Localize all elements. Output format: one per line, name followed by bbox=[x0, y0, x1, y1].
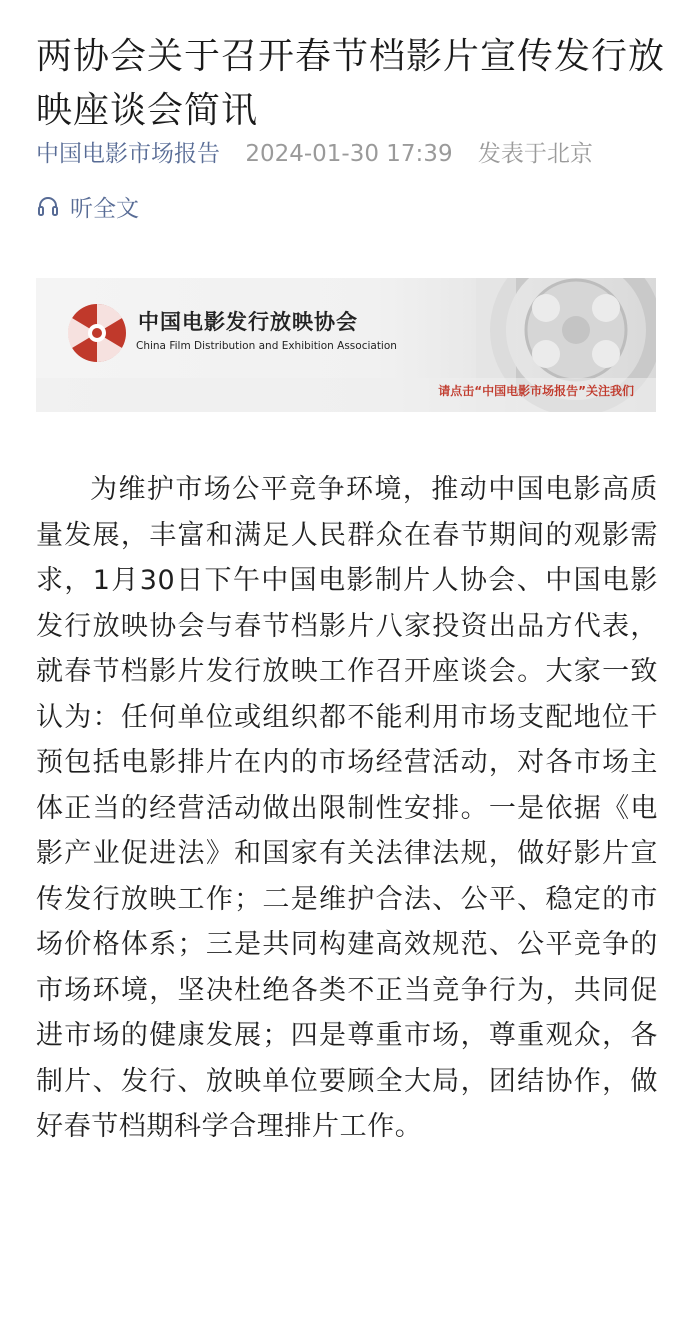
publish-time: 2024-01-30 17:39 bbox=[245, 141, 453, 167]
article-title: 两协会关于召开春节档影片宣传发行放映座谈会简讯 bbox=[36, 36, 666, 132]
listen-label: 听全文 bbox=[70, 195, 139, 222]
association-name-english: China Film Distribution and Exhibition Association bbox=[136, 340, 397, 352]
article-body-paragraph: 为维护市场公平竞争环境，推动中国电影高质量发展，丰富和满足人民群众在春节期间的观影需求，1月30日下午中国电影制片人协会、中国电影发行放映协会与春节档影片八家投资出品方代表，就春节档影片发行放映工作召开座谈会。大家一致认为：任何单位或组织都不能利用市场支配地位干预包括电影排片在内的市场经营活动，对各市场主体正当的经营活动做出限制性安排。一是依据《电影产业促进法》和国家有关法律法规，做好影片宣传发行放映工作；二是维护合法、公平、稳定的市场价格体系；三是共同构建高效规范、公平竞争的市场环境，坚决杜绝各类不正当竞争行为，共同促进市场的健康发展；四是尊重市场，尊重观众，各制片、发行、放映单位要顾全大局，团结协作，做好春节档期科学合理排片工作。 bbox=[36, 474, 658, 1142]
association-banner-image bbox=[36, 278, 656, 412]
film-reel-logo-icon bbox=[66, 302, 128, 364]
headphones-icon bbox=[36, 194, 60, 218]
publish-location: 发表于北京 bbox=[477, 141, 593, 167]
association-name: 中国电影发行放映协会 bbox=[138, 310, 358, 334]
follow-prompt: 请点击“中国电影市场报告”关注我们 bbox=[438, 384, 634, 398]
article-meta bbox=[36, 136, 593, 172]
account-name-link[interactable]: 中国电影市场报告 bbox=[36, 141, 220, 167]
listen-full-text-button[interactable] bbox=[36, 188, 139, 224]
